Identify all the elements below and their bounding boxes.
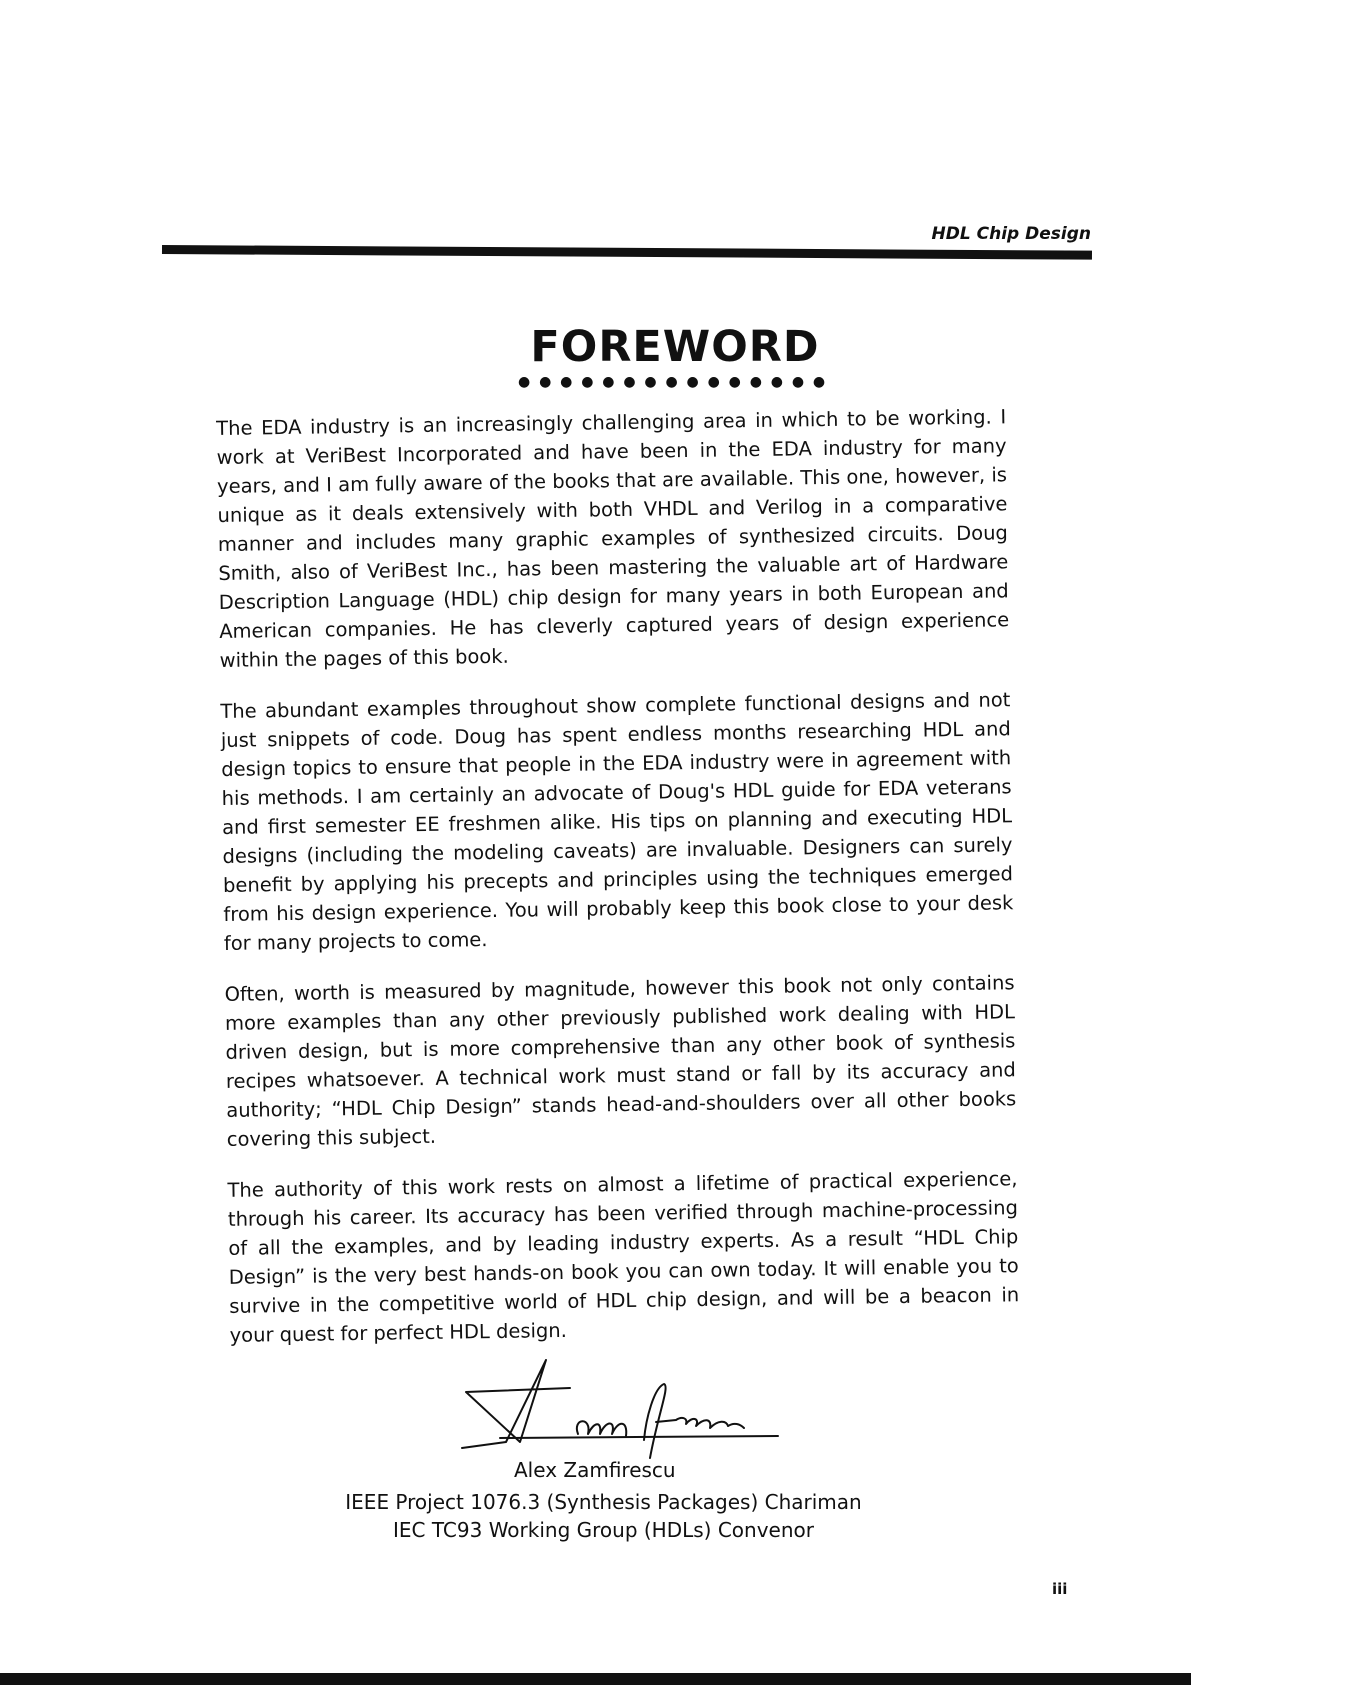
signer-name: Alex Zamfirescu — [514, 1458, 676, 1482]
paragraph-4: The authority of this work rests on almost a lifetime of practical experience, through his career. Its accuracy has been verified through machine-processing of all the examples, and by leading industry experts. As a result “HDL Chip Design” is the very best hands-on book you can own today. It will enable you to survive in the competitive world of HDL chip design, and will be a beacon in your quest for perfect HDL design. — [227, 1167, 1020, 1347]
signer-role-2: IEC TC93 Working Group (HDLs) Convenor — [393, 1518, 814, 1542]
foreword-body — [216, 402, 1020, 1372]
scan-bottom-edge — [0, 1673, 1191, 1685]
signer-role-1: IEEE Project 1076.3 (Synthesis Packages) Chariman — [345, 1490, 862, 1514]
paragraph-3: Often, worth is measured by magnitude, however this book not only contains more examples than any other previously published work dealing with HDL driven design, but is more comprehensive than any other book of synthesis recipes whatsoever. A technical work must stand or fall by its accuracy and authority; “HDL Chip Design” stands head-and-shoulders over all other books covering this subject. — [224, 971, 1017, 1151]
title-dot-ornament: ● ● ● ● ● ● ● ● ● ● ● ● ● ● ● — [518, 374, 828, 390]
handwritten-signature — [460, 1358, 790, 1458]
paragraph-1: The EDA industry is an increasingly challenging area in which to be working. I work at VeriBest Incorporated and have been in the EDA industry for many years, and I am fully aware of the books that are available. This one, however, is unique as it deals extensively with both VHDL and Verilog in a comparative manner and includes many graphic examples of synthesized circuits. Doug Smith, also of VeriBest Inc., has been mastering the valuable art of Hardware Description Language (HDL) chip design for many years in both European and American companies. He has cleverly captured years of design experience within the pages of this book. — [216, 405, 1010, 672]
page-number: iii — [1052, 1580, 1068, 1598]
header-rule — [162, 245, 1092, 260]
paragraph-2: The abundant examples throughout show complete functional designs and not just snippets of code. Doug has spent endless months researching HDL and design topics to ensure that people in the EDA industry were in agreement with his methods. I am certainly an advocate of Doug's HDL guide for EDA veterans and first semester EE freshmen alike. His tips on planning and executing HDL designs (including the modeling caveats) are invaluable. Designers can surely benefit by applying his precepts and principles using the techniques emerged from his design experience. You will probably keep this book close to your desk for many projects to come. — [220, 688, 1014, 955]
running-head-title: HDL Chip Design — [931, 224, 1091, 244]
page-title: FOREWORD — [530, 322, 820, 372]
